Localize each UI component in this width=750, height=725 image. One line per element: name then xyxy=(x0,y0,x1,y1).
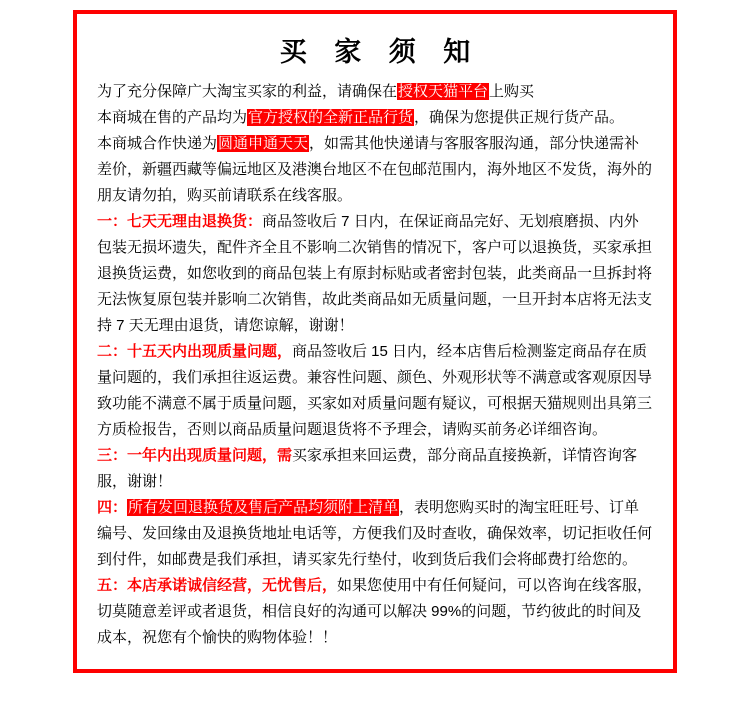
highlight-return-list-required: 所有发回退换货及售后产品均须附上清单 xyxy=(128,499,399,516)
section-1-heading: 一：七天无理由退换货： xyxy=(97,213,263,230)
section-4-return-checklist xyxy=(97,495,653,573)
section-4-heading: 四： xyxy=(97,499,128,516)
section-1-body: 商品签收后 7 日内，在保证商品完好、无划痕磨损、内外包装无损坏遗失，配件齐全且不影响二次销售的情况下，客户可以退换货，买家承担退换货运费，如您收到的商品包装上有原封标贴或者密封包装，此类商品一旦拆封将无法恢复原包装并影响二次销售，故此类商品如无质量问题，一旦开封本店将无法支持 7 天无理由退货，请您谅解，谢谢！ xyxy=(97,213,653,334)
intro-text: ，如需其他快递请与客服客服沟通，部分快递需补差价，新疆西藏等偏远地区及港澳台地区不在包邮范围内，海外地区不发货，海外的朋友请勿拍，购买前请联系在线客服。 xyxy=(97,135,653,204)
section-2-fifteen-day-quality xyxy=(97,339,653,443)
section-3-body: 买家承担来回运费，部分商品直接换新，详情咨询客服，谢谢！ xyxy=(97,447,638,490)
section-3-heading: 三：一年内出现质量问题，需 xyxy=(97,447,293,464)
section-2-heading: 二：十五天内出现质量问题， xyxy=(97,343,293,360)
intro-text: 本商城在售的产品均为 xyxy=(97,109,248,126)
intro-paragraph-genuine-goods xyxy=(97,105,653,131)
section-1-seven-day-return xyxy=(97,209,653,339)
intro-paragraph-platform xyxy=(97,79,653,105)
section-2-body: 商品签收后 15 日内，经本店售后检测鉴定商品存在质量问题的，我们承担往返运费。兼容性问题、颜色、外观形状等不满意或客观原因导致功能不满意不属于质量问题，买家如对质量问题有疑议，可根据天猫规则出具第三方质检报告，否则以商品质量问题退货将不予理会，请购买前务必详细咨询。 xyxy=(97,343,653,438)
section-4-body: ，表明您购买时的淘宝旺旺号、订单编号、发回缘由及退换货地址电话等，方便我们及时查收，确保效率，切记拒收任何到付件，如邮费是我们承担，请买家先行垫付，收到货后我们会将邮费打给您的。 xyxy=(97,499,653,568)
section-5-heading: 五：本店承诺诚信经营，无忧售后， xyxy=(97,577,338,594)
notice-title: 买 家 须 知 xyxy=(279,37,481,67)
intro-text: ，确保为您提供正规行货产品。 xyxy=(414,109,625,126)
intro-paragraph-shipping xyxy=(97,131,653,209)
intro-text: 上购买 xyxy=(489,83,535,100)
highlight-authorized-tmall-platform: 授权天猫平台 xyxy=(398,83,489,100)
section-3-one-year-quality xyxy=(97,443,653,495)
highlight-official-genuine-goods: 官方授权的全新正品行货 xyxy=(248,109,414,126)
section-5-honest-service xyxy=(97,573,653,651)
section-5-body: 如果您使用中有任何疑问，可以咨询在线客服，切莫随意差评或者退货，相信良好的沟通可以解决 99%的问题，节约彼此的时间及成本，祝您有个愉快的购物体验！！ xyxy=(97,577,653,646)
buyer-notice-box xyxy=(73,10,677,673)
highlight-courier-companies: 圆通申通天天 xyxy=(218,135,309,152)
intro-text: 为了充分保障广大淘宝买家的利益，请确保在 xyxy=(97,83,398,100)
intro-text: 本商城合作快递为 xyxy=(97,135,218,152)
